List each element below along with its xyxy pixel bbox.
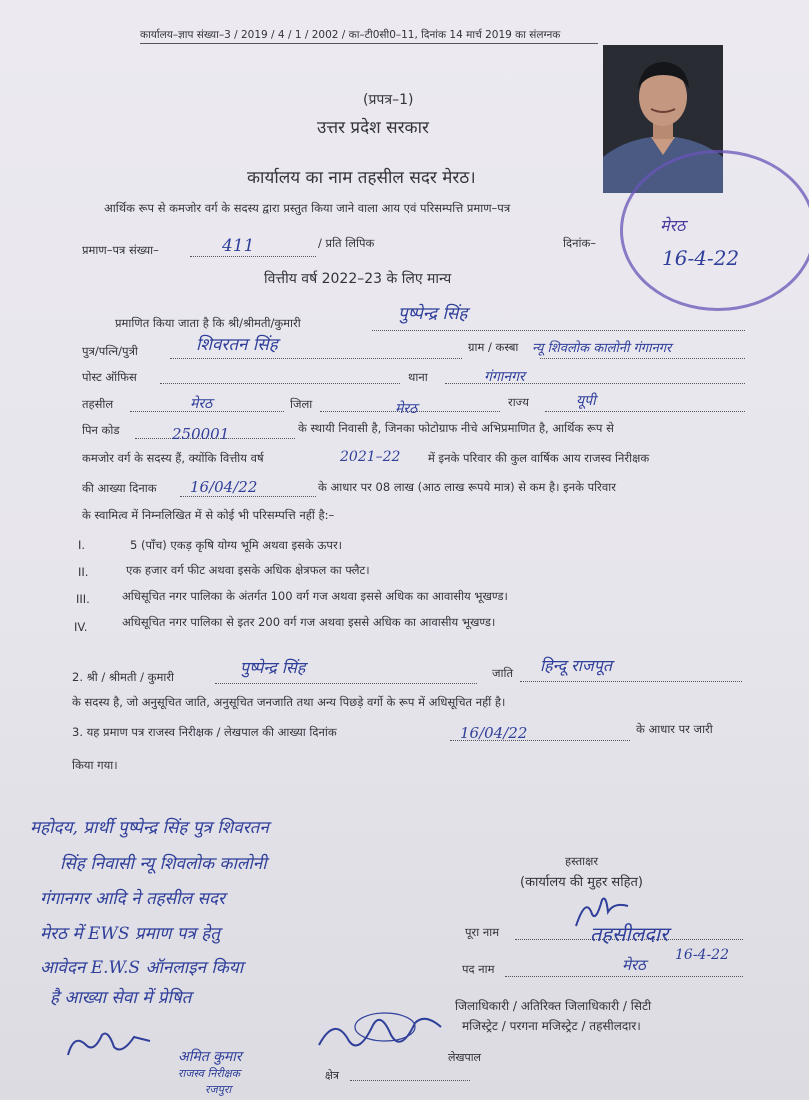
section3-label: 3. यह प्रमाण पत्र राजस्व निरीक्षक / लेखपाल की आख्या दिनांक (72, 725, 337, 739)
cert-date-value: 16-4-22 (662, 246, 740, 270)
section2-label: 2. श्री / श्रीमती / कुमारी (72, 670, 175, 684)
name-line (372, 330, 745, 331)
seal-note: (कार्यालय की मुहर सहित) (520, 875, 643, 890)
issued-text: किया गया। (72, 758, 118, 772)
signature-label: हस्ताक्षर (565, 854, 599, 868)
district-label: जिला (290, 397, 313, 411)
officer-signature-icon (572, 892, 632, 932)
handwritten-note-line: मेरठ में EWS प्रमाण पत्र हेतु (40, 924, 220, 944)
cert-number-label: प्रमाण–पत्र संख्या– (82, 243, 159, 257)
copy-label: / प्रति लिपिक (318, 236, 375, 250)
financial-year-value: 2021–22 (340, 449, 401, 465)
pin-value: 250001 (172, 425, 230, 443)
tehsil-label: तहसील (82, 397, 114, 411)
handwritten-note-line: आवेदन E.W.S ऑनलाइन किया (40, 958, 244, 978)
cert-number-value: 411 (222, 236, 255, 256)
post-office-label: पोस्ट ऑफिस (82, 370, 137, 384)
handwritten-note-line: महोदय, प्रार्थी पुष्पेन्द्र सिंह पुत्र शिवरतन (30, 818, 269, 838)
office-memo-line: कार्यालय–ज्ञाप संख्या–3 / 2019 / 4 / 1 / 2002 / का–टी0सी0–11, दिनांक 14 मार्च 2019 का संलग्नक (140, 29, 561, 41)
caste-line (520, 681, 742, 682)
date-label: दिनांक– (563, 236, 597, 250)
area-label: क्षेत्र (325, 1069, 339, 1082)
government-title: उत्तर प्रदेश सरकार (317, 118, 429, 138)
thana-value: गंगानगर (484, 369, 525, 385)
asset-num: III. (76, 592, 90, 606)
asset-num: IV. (74, 620, 88, 634)
report-date-line-a: की आख्या दिनाक (82, 481, 157, 495)
income-line-b: में इनके परिवार की कुल वार्षिक आय राजस्व निरीक्षक (428, 451, 650, 465)
report-date-line (180, 496, 316, 497)
applicant-name: पुष्पेन्द्र सिंह (398, 304, 468, 324)
asset-text: एक हजार वर्ग फीट अथवा इसके अधिक क्षेत्रफल का फ्लैट। (126, 563, 370, 577)
handwritten-note-line: गंगानगर आदि ने तहसील सदर (40, 889, 225, 909)
post-office-line (160, 383, 400, 384)
income-line-a: कमजोर वर्ग के सदस्य हैं, क्योंकि वित्तीय वर्ष (82, 451, 264, 465)
inspector-name: अमित कुमार (178, 1049, 242, 1065)
lekhpal-signature-icon (315, 1005, 445, 1060)
caste-label: जाति (492, 666, 514, 680)
designations-line-1: जिलाधिकारी / अतिरिक्त जिलाधिकारी / सिटी (455, 999, 652, 1013)
asset-num: II. (78, 565, 89, 579)
village-value: न्यू शिवलोक कालोनी गंगानगर (532, 341, 672, 356)
pin-label: पिन कोड (82, 423, 120, 437)
certified-label: प्रमाणित किया जाता है कि श्री/श्रीमती/कुमारी (115, 316, 301, 330)
post-name-value: मेरठ (622, 956, 646, 974)
post-name-label: पद नाम (462, 962, 495, 976)
son-label: पुत्र/पत्नि/पुत्री (82, 344, 138, 358)
father-name: शिवरतन सिंह (196, 335, 278, 355)
asset-text: अधिसूचित नगर पालिका के अंतर्गत 100 वर्ग गज अथवा इससे अधिक का आवासीय भूखण्ड। (122, 589, 508, 603)
section2-name-line (215, 683, 477, 684)
section3-label-b: के आधार पर जारी (636, 722, 713, 736)
section3-date-value: 16/04/22 (460, 724, 528, 742)
caste-value: हिन्दू राजपूत (540, 656, 612, 675)
cert-number-line (190, 256, 316, 257)
caste-statement: के सदस्य है, जो अनुसूचित जाति, अनुसूचित जनजाति तथा अन्य पिछड़े वर्गो के रूप में अधिसूचित नहीं है। (72, 695, 506, 709)
validity-line: वित्तीय वर्ष 2022–23 के लिए मान्य (264, 271, 452, 287)
applicant-signature-icon (64, 1025, 154, 1065)
asset-text: 5 (पाँच) एकड़ कृषि योग्य भूमि अथवा इसके ऊपर। (130, 538, 343, 552)
post-name-line (505, 976, 743, 977)
inspector-title: राजस्व निरीक्षक (178, 1067, 241, 1080)
area-line (350, 1080, 470, 1081)
father-line (170, 358, 462, 359)
signature-date: 16-4-22 (675, 947, 729, 963)
report-date-line-b: के आधार पर 08 लाख (आठ लाख रूपये मात्र) से कम है। इनके परिवार (318, 480, 616, 494)
village-label: ग्राम / कस्बा (468, 340, 519, 354)
inspector-place: रजपुरा (205, 1083, 232, 1096)
state-line (545, 411, 745, 412)
handwritten-note-line: है आख्या सेवा में प्रेषित (50, 988, 192, 1008)
full-name-value: तहसीलदार (590, 922, 669, 946)
handwritten-note-line: सिंह निवासी न्यू शिवलोक कालोनी (60, 854, 267, 874)
assets-intro: के स्वामित्व में निम्नलिखित में से कोई भी परिसम्पत्ति नहीं है:– (82, 508, 335, 522)
memo-underline (140, 43, 598, 44)
resident-text: के स्थायी निवासी है, जिनका फोटोग्राफ नीचे अभिप्रमाणित है, आर्थिक रूप से (298, 421, 614, 435)
state-label: राज्य (508, 395, 529, 409)
state-value: यूपी (576, 393, 596, 409)
asset-num: I. (78, 538, 86, 552)
certificate-subtitle: आर्थिक रूप से कमजोर वर्ग के सदस्य द्वारा प्रस्तुत किया जाने वाला आय एवं परिसम्पत्ति प्रमाण–पत्र (104, 201, 511, 215)
section2-name-value: पुष्पेन्द्र सिंह (240, 658, 306, 677)
full-name-label: पूरा नाम (465, 925, 500, 939)
designations-line-2: मजिस्ट्रेट / परगना मजिस्ट्रेट / तहसीलदार। (462, 1019, 641, 1033)
lekhpal-label: लेखपाल (448, 1051, 482, 1064)
district-value: मेरठ (395, 401, 418, 417)
stamp-text: मेरठ (660, 216, 686, 235)
office-seal-stamp (620, 150, 809, 311)
report-date-value: 16/04/22 (190, 478, 258, 496)
office-name: कार्यालय का नाम तहसील सदर मेरठ। (247, 168, 476, 188)
tehsil-value: मेरठ (190, 396, 213, 412)
village-line (540, 358, 745, 359)
asset-text: अधिसूचित नगर पालिका से इतर 200 वर्ग गज अथवा इससे अधिक का आवासीय भूखण्ड। (122, 615, 496, 629)
form-number: (प्रपत्र–1) (363, 92, 414, 108)
thana-label: थाना (408, 370, 428, 384)
